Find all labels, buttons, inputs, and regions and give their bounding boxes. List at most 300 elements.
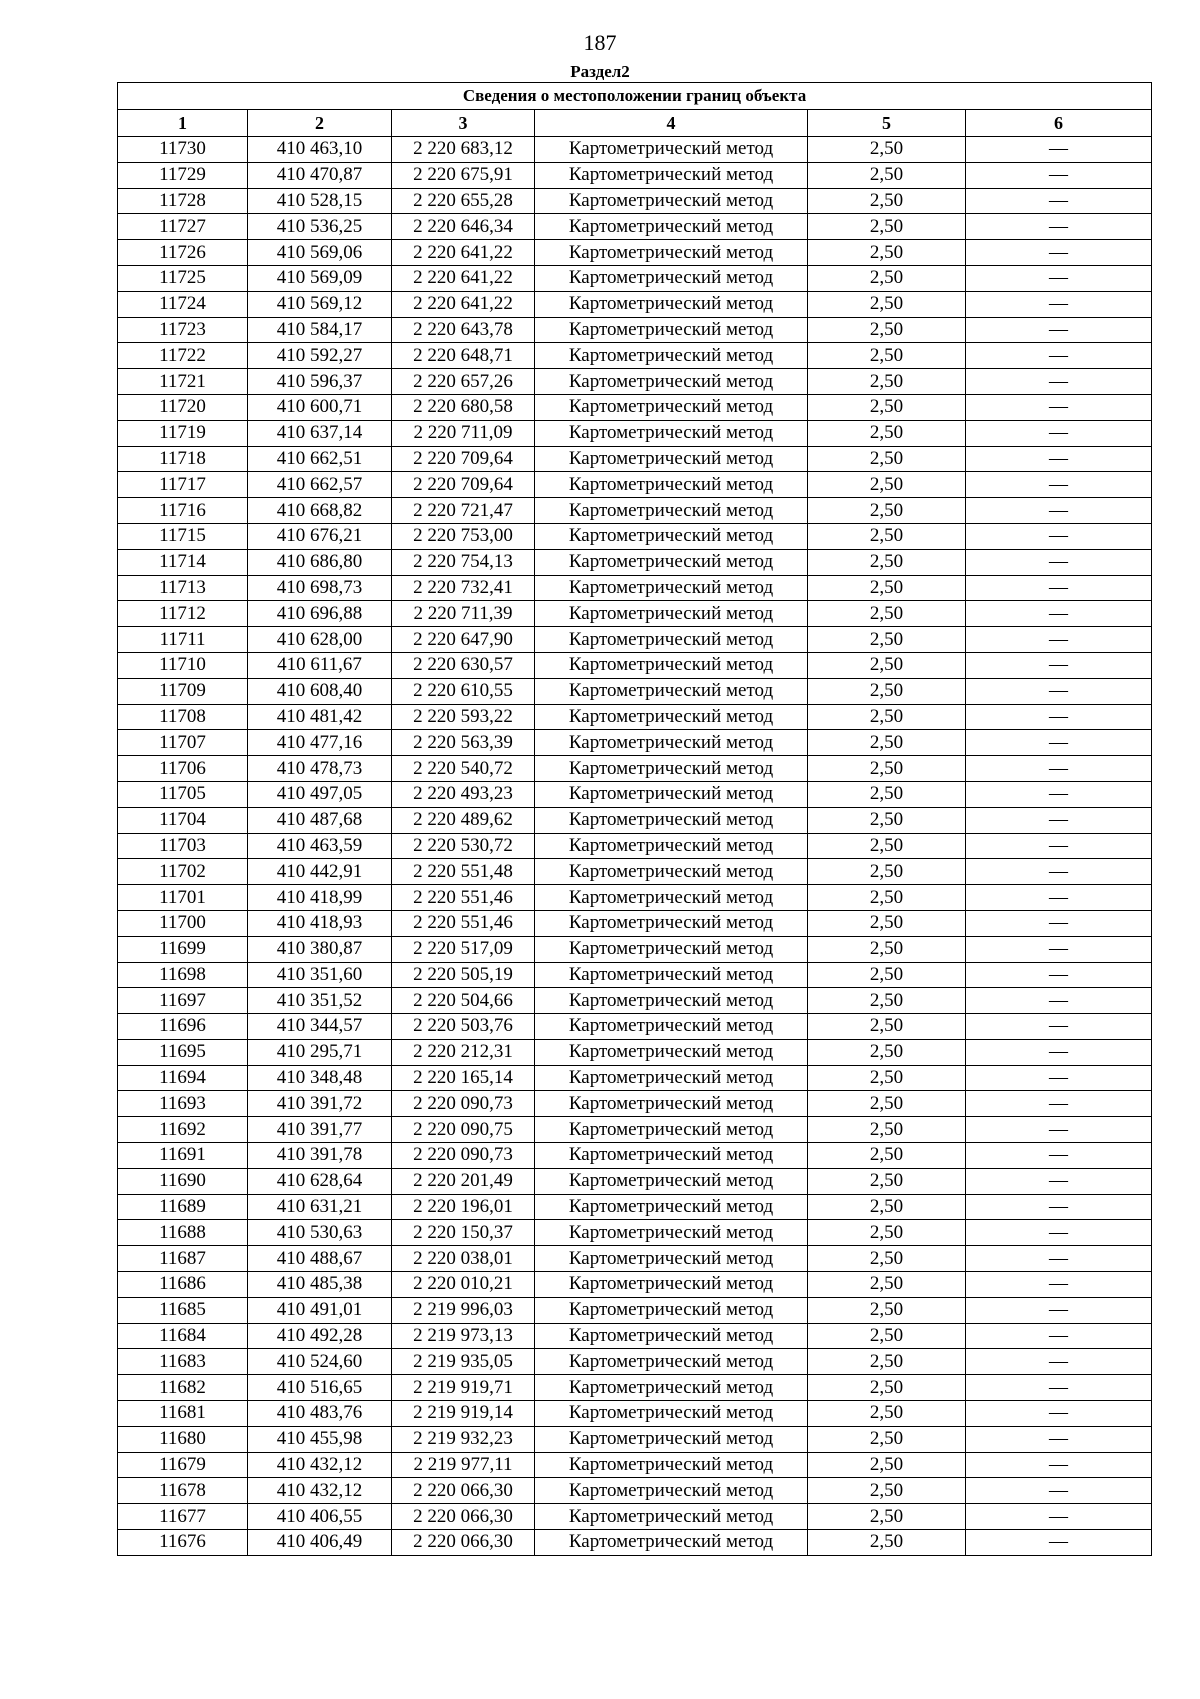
point-number-cell: 11725 <box>118 265 248 291</box>
point-number-cell: 11698 <box>118 962 248 988</box>
accuracy-cell: 2,50 <box>808 1297 966 1323</box>
accuracy-cell: 2,50 <box>808 807 966 833</box>
accuracy-cell: 2,50 <box>808 162 966 188</box>
point-number-cell: 11715 <box>118 523 248 549</box>
y-coordinate-cell: 2 219 973,13 <box>392 1323 535 1349</box>
method-cell: Картометрический метод <box>535 1065 808 1091</box>
table-row <box>118 601 1152 627</box>
accuracy-cell: 2,50 <box>808 1349 966 1375</box>
accuracy-cell: 2,50 <box>808 1504 966 1530</box>
x-coordinate-cell: 410 662,57 <box>248 472 392 498</box>
description-cell: — <box>966 240 1152 266</box>
method-cell: Картометрический метод <box>535 1375 808 1401</box>
point-number-cell: 11730 <box>118 137 248 163</box>
accuracy-cell: 2,50 <box>808 910 966 936</box>
description-cell: — <box>966 962 1152 988</box>
accuracy-cell: 2,50 <box>808 523 966 549</box>
method-cell: Картометрический метод <box>535 265 808 291</box>
y-coordinate-cell: 2 220 066,30 <box>392 1504 535 1530</box>
description-cell: — <box>966 472 1152 498</box>
point-number-cell: 11689 <box>118 1194 248 1220</box>
y-coordinate-cell: 2 220 709,64 <box>392 472 535 498</box>
description-cell: — <box>966 575 1152 601</box>
description-cell: — <box>966 1143 1152 1169</box>
method-cell: Картометрический метод <box>535 498 808 524</box>
method-cell: Картометрический метод <box>535 936 808 962</box>
y-coordinate-cell: 2 220 165,14 <box>392 1065 535 1091</box>
table-row <box>118 988 1152 1014</box>
accuracy-cell: 2,50 <box>808 833 966 859</box>
x-coordinate-cell: 410 698,73 <box>248 575 392 601</box>
description-cell: — <box>966 1323 1152 1349</box>
table-row <box>118 1272 1152 1298</box>
y-coordinate-cell: 2 220 010,21 <box>392 1272 535 1298</box>
y-coordinate-cell: 2 220 551,46 <box>392 910 535 936</box>
table-row <box>118 420 1152 446</box>
method-cell: Картометрический метод <box>535 1504 808 1530</box>
point-number-cell: 11677 <box>118 1504 248 1530</box>
x-coordinate-cell: 410 483,76 <box>248 1401 392 1427</box>
x-coordinate-cell: 410 668,82 <box>248 498 392 524</box>
y-coordinate-cell: 2 219 996,03 <box>392 1297 535 1323</box>
y-coordinate-cell: 2 220 647,90 <box>392 627 535 653</box>
x-coordinate-cell: 410 485,38 <box>248 1272 392 1298</box>
point-number-cell: 11721 <box>118 369 248 395</box>
accuracy-cell: 2,50 <box>808 420 966 446</box>
y-coordinate-cell: 2 220 551,46 <box>392 885 535 911</box>
point-number-cell: 11718 <box>118 446 248 472</box>
accuracy-cell: 2,50 <box>808 704 966 730</box>
point-number-cell: 11727 <box>118 214 248 240</box>
table-row <box>118 549 1152 575</box>
method-cell: Картометрический метод <box>535 781 808 807</box>
description-cell: — <box>966 988 1152 1014</box>
x-coordinate-cell: 410 418,93 <box>248 910 392 936</box>
description-cell: — <box>966 523 1152 549</box>
accuracy-cell: 2,50 <box>808 291 966 317</box>
y-coordinate-cell: 2 220 493,23 <box>392 781 535 807</box>
y-coordinate-cell: 2 220 038,01 <box>392 1246 535 1272</box>
method-cell: Картометрический метод <box>535 910 808 936</box>
method-cell: Картометрический метод <box>535 472 808 498</box>
table-row <box>118 1220 1152 1246</box>
table-row <box>118 704 1152 730</box>
accuracy-cell: 2,50 <box>808 756 966 782</box>
description-cell: — <box>966 188 1152 214</box>
point-number-cell: 11722 <box>118 343 248 369</box>
point-number-cell: 11713 <box>118 575 248 601</box>
x-coordinate-cell: 410 596,37 <box>248 369 392 395</box>
description-cell: — <box>966 1194 1152 1220</box>
method-cell: Картометрический метод <box>535 523 808 549</box>
point-number-cell: 11701 <box>118 885 248 911</box>
description-cell: — <box>966 678 1152 704</box>
y-coordinate-cell: 2 220 641,22 <box>392 291 535 317</box>
y-coordinate-cell: 2 220 090,73 <box>392 1091 535 1117</box>
accuracy-cell: 2,50 <box>808 265 966 291</box>
method-cell: Картометрический метод <box>535 1323 808 1349</box>
method-cell: Картометрический метод <box>535 1220 808 1246</box>
table-header-row <box>118 110 1152 137</box>
method-cell: Картометрический метод <box>535 1039 808 1065</box>
table-row <box>118 1065 1152 1091</box>
x-coordinate-cell: 410 406,55 <box>248 1504 392 1530</box>
description-cell: — <box>966 498 1152 524</box>
boundary-table <box>117 82 1152 1556</box>
section-title: Раздел2 <box>570 62 630 81</box>
point-number-cell: 11711 <box>118 627 248 653</box>
point-number-cell: 11691 <box>118 1143 248 1169</box>
table-row <box>118 240 1152 266</box>
point-number-cell: 11685 <box>118 1297 248 1323</box>
x-coordinate-cell: 410 628,00 <box>248 627 392 653</box>
table-row <box>118 343 1152 369</box>
method-cell: Картометрический метод <box>535 394 808 420</box>
description-cell: — <box>966 420 1152 446</box>
table-row <box>118 1246 1152 1272</box>
table-row <box>118 162 1152 188</box>
accuracy-cell: 2,50 <box>808 859 966 885</box>
y-coordinate-cell: 2 220 066,30 <box>392 1530 535 1556</box>
description-cell: — <box>966 369 1152 395</box>
method-cell: Картометрический метод <box>535 756 808 782</box>
table-row <box>118 1401 1152 1427</box>
method-cell: Картометрический метод <box>535 833 808 859</box>
description-cell: — <box>966 549 1152 575</box>
method-cell: Картометрический метод <box>535 1478 808 1504</box>
accuracy-cell: 2,50 <box>808 1452 966 1478</box>
point-number-cell: 11686 <box>118 1272 248 1298</box>
x-coordinate-cell: 410 391,72 <box>248 1091 392 1117</box>
method-cell: Картометрический метод <box>535 575 808 601</box>
y-coordinate-cell: 2 220 753,00 <box>392 523 535 549</box>
description-cell: — <box>966 1272 1152 1298</box>
y-coordinate-cell: 2 220 504,66 <box>392 988 535 1014</box>
table-row <box>118 1194 1152 1220</box>
description-cell: — <box>966 1039 1152 1065</box>
x-coordinate-cell: 410 676,21 <box>248 523 392 549</box>
x-coordinate-cell: 410 662,51 <box>248 446 392 472</box>
x-coordinate-cell: 410 455,98 <box>248 1426 392 1452</box>
column-header: 5 <box>808 110 966 137</box>
accuracy-cell: 2,50 <box>808 885 966 911</box>
point-number-cell: 11703 <box>118 833 248 859</box>
table-row <box>118 291 1152 317</box>
y-coordinate-cell: 2 220 641,22 <box>392 240 535 266</box>
accuracy-cell: 2,50 <box>808 369 966 395</box>
method-cell: Картометрический метод <box>535 1272 808 1298</box>
method-cell: Картометрический метод <box>535 1194 808 1220</box>
y-coordinate-cell: 2 220 709,64 <box>392 446 535 472</box>
point-number-cell: 11690 <box>118 1168 248 1194</box>
table-caption: Сведения о местоположении границ объекта <box>118 83 1152 110</box>
description-cell: — <box>966 291 1152 317</box>
description-cell: — <box>966 936 1152 962</box>
point-number-cell: 11694 <box>118 1065 248 1091</box>
description-cell: — <box>966 1452 1152 1478</box>
y-coordinate-cell: 2 220 711,09 <box>392 420 535 446</box>
method-cell: Картометрический метод <box>535 1349 808 1375</box>
accuracy-cell: 2,50 <box>808 627 966 653</box>
table-row <box>118 730 1152 756</box>
x-coordinate-cell: 410 492,28 <box>248 1323 392 1349</box>
accuracy-cell: 2,50 <box>808 498 966 524</box>
page-number: 187 <box>583 30 617 55</box>
description-cell: — <box>966 781 1152 807</box>
y-coordinate-cell: 2 220 503,76 <box>392 1014 535 1040</box>
table-row <box>118 575 1152 601</box>
description-cell: — <box>966 756 1152 782</box>
y-coordinate-cell: 2 220 630,57 <box>392 652 535 678</box>
accuracy-cell: 2,50 <box>808 1065 966 1091</box>
y-coordinate-cell: 2 220 563,39 <box>392 730 535 756</box>
y-coordinate-cell: 2 220 540,72 <box>392 756 535 782</box>
point-number-cell: 11680 <box>118 1426 248 1452</box>
accuracy-cell: 2,50 <box>808 1401 966 1427</box>
description-cell: — <box>966 910 1152 936</box>
description-cell: — <box>966 1504 1152 1530</box>
y-coordinate-cell: 2 220 530,72 <box>392 833 535 859</box>
x-coordinate-cell: 410 497,05 <box>248 781 392 807</box>
point-number-cell: 11688 <box>118 1220 248 1246</box>
accuracy-cell: 2,50 <box>808 730 966 756</box>
x-coordinate-cell: 410 569,06 <box>248 240 392 266</box>
accuracy-cell: 2,50 <box>808 317 966 343</box>
table-row <box>118 1014 1152 1040</box>
x-coordinate-cell: 410 351,52 <box>248 988 392 1014</box>
point-number-cell: 11728 <box>118 188 248 214</box>
method-cell: Картометрический метод <box>535 162 808 188</box>
table-row <box>118 1426 1152 1452</box>
table-row <box>118 1297 1152 1323</box>
method-cell: Картометрический метод <box>535 240 808 266</box>
accuracy-cell: 2,50 <box>808 394 966 420</box>
table-row <box>118 807 1152 833</box>
y-coordinate-cell: 2 220 090,73 <box>392 1143 535 1169</box>
point-number-cell: 11699 <box>118 936 248 962</box>
accuracy-cell: 2,50 <box>808 188 966 214</box>
table-row <box>118 446 1152 472</box>
x-coordinate-cell: 410 608,40 <box>248 678 392 704</box>
x-coordinate-cell: 410 536,25 <box>248 214 392 240</box>
method-cell: Картометрический метод <box>535 601 808 627</box>
table-row <box>118 1323 1152 1349</box>
table-body <box>118 137 1152 1556</box>
method-cell: Картометрический метод <box>535 188 808 214</box>
point-number-cell: 11717 <box>118 472 248 498</box>
y-coordinate-cell: 2 220 150,37 <box>392 1220 535 1246</box>
y-coordinate-cell: 2 219 932,23 <box>392 1426 535 1452</box>
x-coordinate-cell: 410 463,10 <box>248 137 392 163</box>
y-coordinate-cell: 2 220 517,09 <box>392 936 535 962</box>
description-cell: — <box>966 1349 1152 1375</box>
x-coordinate-cell: 410 295,71 <box>248 1039 392 1065</box>
point-number-cell: 11716 <box>118 498 248 524</box>
y-coordinate-cell: 2 220 646,34 <box>392 214 535 240</box>
y-coordinate-cell: 2 220 754,13 <box>392 549 535 575</box>
method-cell: Картометрический метод <box>535 704 808 730</box>
accuracy-cell: 2,50 <box>808 472 966 498</box>
description-cell: — <box>966 137 1152 163</box>
point-number-cell: 11702 <box>118 859 248 885</box>
accuracy-cell: 2,50 <box>808 1220 966 1246</box>
description-cell: — <box>966 1117 1152 1143</box>
x-coordinate-cell: 410 600,71 <box>248 394 392 420</box>
y-coordinate-cell: 2 220 201,49 <box>392 1168 535 1194</box>
column-header: 1 <box>118 110 248 137</box>
accuracy-cell: 2,50 <box>808 988 966 1014</box>
description-cell: — <box>966 807 1152 833</box>
x-coordinate-cell: 410 628,64 <box>248 1168 392 1194</box>
y-coordinate-cell: 2 220 683,12 <box>392 137 535 163</box>
description-cell: — <box>966 1014 1152 1040</box>
accuracy-cell: 2,50 <box>808 446 966 472</box>
x-coordinate-cell: 410 478,73 <box>248 756 392 782</box>
point-number-cell: 11693 <box>118 1091 248 1117</box>
accuracy-cell: 2,50 <box>808 1117 966 1143</box>
column-header: 6 <box>966 110 1152 137</box>
accuracy-cell: 2,50 <box>808 1246 966 1272</box>
description-cell: — <box>966 1478 1152 1504</box>
table-row <box>118 472 1152 498</box>
y-coordinate-cell: 2 220 551,48 <box>392 859 535 885</box>
x-coordinate-cell: 410 569,09 <box>248 265 392 291</box>
accuracy-cell: 2,50 <box>808 1039 966 1065</box>
method-cell: Картометрический метод <box>535 988 808 1014</box>
accuracy-cell: 2,50 <box>808 1426 966 1452</box>
method-cell: Картометрический метод <box>535 214 808 240</box>
y-coordinate-cell: 2 220 732,41 <box>392 575 535 601</box>
description-cell: — <box>966 265 1152 291</box>
method-cell: Картометрический метод <box>535 1168 808 1194</box>
accuracy-cell: 2,50 <box>808 1168 966 1194</box>
method-cell: Картометрический метод <box>535 652 808 678</box>
accuracy-cell: 2,50 <box>808 1143 966 1169</box>
description-cell: — <box>966 1246 1152 1272</box>
accuracy-cell: 2,50 <box>808 1323 966 1349</box>
x-coordinate-cell: 410 569,12 <box>248 291 392 317</box>
x-coordinate-cell: 410 631,21 <box>248 1194 392 1220</box>
y-coordinate-cell: 2 220 711,39 <box>392 601 535 627</box>
method-cell: Картометрический метод <box>535 1426 808 1452</box>
method-cell: Картометрический метод <box>535 137 808 163</box>
method-cell: Картометрический метод <box>535 549 808 575</box>
point-number-cell: 11726 <box>118 240 248 266</box>
description-cell: — <box>966 885 1152 911</box>
accuracy-cell: 2,50 <box>808 1091 966 1117</box>
y-coordinate-cell: 2 219 977,11 <box>392 1452 535 1478</box>
description-cell: — <box>966 730 1152 756</box>
method-cell: Картометрический метод <box>535 1117 808 1143</box>
y-coordinate-cell: 2 220 593,22 <box>392 704 535 730</box>
column-header: 3 <box>392 110 535 137</box>
accuracy-cell: 2,50 <box>808 549 966 575</box>
x-coordinate-cell: 410 686,80 <box>248 549 392 575</box>
x-coordinate-cell: 410 432,12 <box>248 1452 392 1478</box>
table-row <box>118 1091 1152 1117</box>
description-cell: — <box>966 446 1152 472</box>
description-cell: — <box>966 1426 1152 1452</box>
point-number-cell: 11687 <box>118 1246 248 1272</box>
table-row <box>118 1375 1152 1401</box>
table-row <box>118 317 1152 343</box>
point-number-cell: 11720 <box>118 394 248 420</box>
method-cell: Картометрический метод <box>535 446 808 472</box>
x-coordinate-cell: 410 470,87 <box>248 162 392 188</box>
table-row <box>118 523 1152 549</box>
method-cell: Картометрический метод <box>535 317 808 343</box>
table-row <box>118 936 1152 962</box>
accuracy-cell: 2,50 <box>808 1375 966 1401</box>
x-coordinate-cell: 410 380,87 <box>248 936 392 962</box>
accuracy-cell: 2,50 <box>808 962 966 988</box>
point-number-cell: 11684 <box>118 1323 248 1349</box>
y-coordinate-cell: 2 220 657,26 <box>392 369 535 395</box>
accuracy-cell: 2,50 <box>808 1478 966 1504</box>
point-number-cell: 11679 <box>118 1452 248 1478</box>
point-number-cell: 11696 <box>118 1014 248 1040</box>
description-cell: — <box>966 627 1152 653</box>
method-cell: Картометрический метод <box>535 343 808 369</box>
y-coordinate-cell: 2 219 935,05 <box>392 1349 535 1375</box>
x-coordinate-cell: 410 696,88 <box>248 601 392 627</box>
y-coordinate-cell: 2 220 090,75 <box>392 1117 535 1143</box>
point-number-cell: 11729 <box>118 162 248 188</box>
point-number-cell: 11695 <box>118 1039 248 1065</box>
point-number-cell: 11719 <box>118 420 248 446</box>
table-row <box>118 214 1152 240</box>
x-coordinate-cell: 410 637,14 <box>248 420 392 446</box>
description-cell: — <box>966 317 1152 343</box>
table-row <box>118 1530 1152 1556</box>
table-row <box>118 910 1152 936</box>
method-cell: Картометрический метод <box>535 1091 808 1117</box>
table-row <box>118 833 1152 859</box>
x-coordinate-cell: 410 516,65 <box>248 1375 392 1401</box>
point-number-cell: 11683 <box>118 1349 248 1375</box>
y-coordinate-cell: 2 220 721,47 <box>392 498 535 524</box>
table-row <box>118 394 1152 420</box>
method-cell: Картометрический метод <box>535 627 808 653</box>
x-coordinate-cell: 410 491,01 <box>248 1297 392 1323</box>
method-cell: Картометрический метод <box>535 962 808 988</box>
y-coordinate-cell: 2 220 505,19 <box>392 962 535 988</box>
method-cell: Картометрический метод <box>535 807 808 833</box>
method-cell: Картометрический метод <box>535 1401 808 1427</box>
table-row <box>118 1452 1152 1478</box>
method-cell: Картометрический метод <box>535 730 808 756</box>
accuracy-cell: 2,50 <box>808 652 966 678</box>
description-cell: — <box>966 601 1152 627</box>
description-cell: — <box>966 214 1152 240</box>
method-cell: Картометрический метод <box>535 1246 808 1272</box>
table-row <box>118 652 1152 678</box>
x-coordinate-cell: 410 530,63 <box>248 1220 392 1246</box>
accuracy-cell: 2,50 <box>808 1272 966 1298</box>
x-coordinate-cell: 410 528,15 <box>248 188 392 214</box>
accuracy-cell: 2,50 <box>808 936 966 962</box>
y-coordinate-cell: 2 220 675,91 <box>392 162 535 188</box>
point-number-cell: 11692 <box>118 1117 248 1143</box>
description-cell: — <box>966 1375 1152 1401</box>
table-row <box>118 678 1152 704</box>
method-cell: Картометрический метод <box>535 1452 808 1478</box>
table-row <box>118 1478 1152 1504</box>
x-coordinate-cell: 410 463,59 <box>248 833 392 859</box>
point-number-cell: 11714 <box>118 549 248 575</box>
method-cell: Картометрический метод <box>535 1297 808 1323</box>
x-coordinate-cell: 410 391,78 <box>248 1143 392 1169</box>
